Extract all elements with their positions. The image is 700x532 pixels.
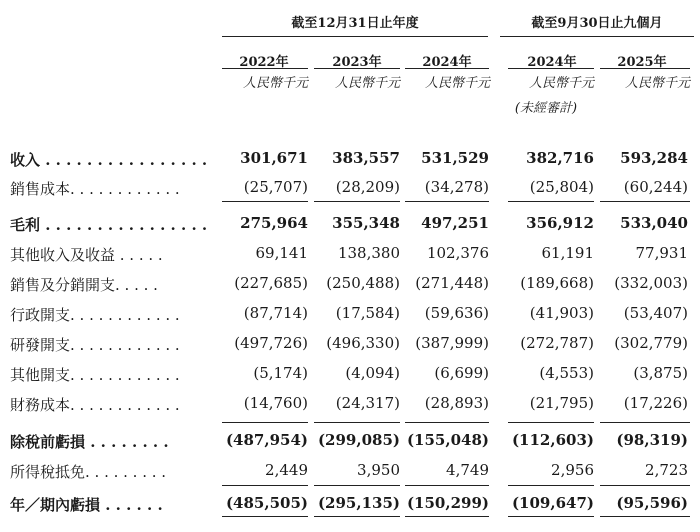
cell-9m-2024: (112,603)	[511, 431, 594, 449]
row-label: 除稅前虧損 . . . . . . . .	[10, 433, 169, 451]
unit-label-1: 人民幣千元	[242, 76, 308, 91]
total-rule-3	[405, 516, 489, 517]
cell-2023: (299,085)	[317, 431, 400, 449]
row-label: 其他收入及收益 . . . . .	[10, 246, 163, 264]
cell-9m-2025: 593,284	[620, 149, 688, 167]
cell-2022: (5,174)	[253, 364, 308, 382]
subtotal-rule-1	[222, 201, 308, 202]
subtotal-rule-pretax-1	[222, 422, 308, 423]
table-row-cost-of-sales	[0, 172, 700, 202]
cell-2024: (271,448)	[415, 274, 489, 292]
row-label: 年／期內虧損 . . . . . .	[10, 496, 163, 514]
table-row-other-expenses	[0, 358, 700, 388]
cell-9m-2024: (25,804)	[529, 178, 594, 196]
cell-2024: (59,636)	[424, 304, 489, 322]
cell-9m-2024: 2,956	[551, 461, 594, 479]
year-underline-4	[508, 68, 594, 69]
cell-2024: (6,699)	[434, 364, 489, 382]
table-row-finance-costs	[0, 388, 700, 418]
cell-2024: 102,376	[426, 244, 489, 262]
cell-2022: (485,505)	[225, 494, 308, 512]
cell-9m-2025: (53,407)	[623, 304, 688, 322]
cell-9m-2025: 2,723	[645, 461, 688, 479]
subtotal-rule-pretax-5	[600, 422, 690, 423]
table-row-selling-expenses	[0, 268, 700, 298]
cell-2024: 4,749	[446, 461, 489, 479]
cell-2024: (34,278)	[424, 178, 489, 196]
cell-9m-2024: (41,903)	[529, 304, 594, 322]
cell-2023: (28,209)	[335, 178, 400, 196]
group-underline-full-year	[222, 36, 488, 37]
subtotal-rule-pretax-2	[314, 422, 400, 423]
cell-2023: 138,380	[337, 244, 400, 262]
cell-2024: 497,251	[421, 214, 489, 232]
row-label: 銷售及分銷開支. . . . .	[10, 276, 158, 294]
cell-2022: 275,964	[240, 214, 308, 232]
group-header-nine-months: 截至9月30日止九個月	[531, 16, 663, 31]
unaudited-note: (未經審計)	[514, 101, 578, 116]
row-label: 研發開支. . . . . . . . . . . .	[10, 336, 180, 354]
table-row-income-tax-credit	[0, 455, 700, 485]
cell-2023: (496,330)	[326, 334, 400, 352]
unit-label-3: 人民幣千元	[424, 76, 490, 91]
year-underline-2	[314, 68, 400, 69]
subtotal-rule-net-5	[600, 485, 690, 486]
subtotal-rule-2	[314, 201, 400, 202]
year-header-4: 2024年	[527, 55, 577, 70]
subtotal-rule-3	[405, 201, 489, 202]
group-header-full-year: 截至12月31日止年度	[291, 16, 419, 31]
year-header-1: 2022年	[239, 55, 289, 70]
cell-9m-2025: (302,779)	[614, 334, 688, 352]
cell-9m-2025: (95,596)	[616, 494, 688, 512]
year-underline-3	[405, 68, 489, 69]
cell-2022: 301,671	[240, 149, 308, 167]
year-underline-1	[222, 68, 308, 69]
year-header-3: 2024年	[422, 55, 472, 70]
cell-2023: 3,950	[357, 461, 400, 479]
total-rule-4	[508, 516, 594, 517]
cell-2024: 531,529	[421, 149, 489, 167]
cell-9m-2024: 61,191	[541, 244, 594, 262]
subtotal-rule-net-3	[405, 485, 489, 486]
unit-label-2: 人民幣千元	[334, 76, 400, 91]
cell-9m-2025: 533,040	[620, 214, 688, 232]
cell-9m-2025: (60,244)	[623, 178, 688, 196]
subtotal-rule-net-1	[222, 485, 308, 486]
cell-9m-2024: (21,795)	[529, 394, 594, 412]
cell-9m-2024: (189,668)	[520, 274, 594, 292]
subtotal-rule-pretax-3	[405, 422, 489, 423]
cell-9m-2025: (98,319)	[616, 431, 688, 449]
subtotal-rule-net-2	[314, 485, 400, 486]
cell-2023: (4,094)	[345, 364, 400, 382]
row-label: 財務成本. . . . . . . . . . . .	[10, 396, 180, 414]
cell-2022: (25,707)	[243, 178, 308, 196]
cell-9m-2024: 382,716	[526, 149, 594, 167]
cell-2022: (14,760)	[243, 394, 308, 412]
unit-label-4: 人民幣千元	[528, 76, 594, 91]
group-underline-nine-months	[500, 36, 694, 37]
table-row-other-income	[0, 238, 700, 268]
row-label: 毛利 . . . . . . . . . . . . . . . .	[10, 216, 208, 234]
row-label: 銷售成本. . . . . . . . . . . .	[10, 180, 180, 198]
cell-2024: (155,048)	[406, 431, 489, 449]
cell-2024: (28,893)	[424, 394, 489, 412]
unit-label-5: 人民幣千元	[624, 76, 690, 91]
table-row-rnd-expenses	[0, 328, 700, 358]
year-underline-5	[600, 68, 690, 69]
cell-2022: (497,726)	[234, 334, 308, 352]
cell-2023: (295,135)	[317, 494, 400, 512]
cell-2022: 69,141	[255, 244, 308, 262]
row-label: 其他開支. . . . . . . . . . . .	[10, 366, 180, 384]
subtotal-rule-pretax-4	[508, 422, 594, 423]
cell-2023: 355,348	[332, 214, 400, 232]
cell-2022: 2,449	[265, 461, 308, 479]
cell-2023: 383,557	[332, 149, 400, 167]
cell-2024: (387,999)	[415, 334, 489, 352]
cell-2024: (150,299)	[406, 494, 489, 512]
table-row-loss-for-period	[0, 488, 700, 518]
total-rule-2	[314, 516, 400, 517]
table-row-loss-before-tax	[0, 425, 700, 455]
cell-9m-2025: (332,003)	[614, 274, 688, 292]
table-row-admin-expenses	[0, 298, 700, 328]
cell-2023: (17,584)	[335, 304, 400, 322]
total-rule-1	[222, 516, 308, 517]
cell-9m-2025: (3,875)	[633, 364, 688, 382]
year-header-2: 2023年	[332, 55, 382, 70]
cell-2023: (24,317)	[335, 394, 400, 412]
total-rule-5	[600, 516, 690, 517]
cell-9m-2024: (272,787)	[520, 334, 594, 352]
cell-9m-2024: (4,553)	[539, 364, 594, 382]
cell-9m-2025: (17,226)	[623, 394, 688, 412]
table-row-gross-profit	[0, 208, 700, 238]
row-label: 所得稅抵免. . . . . . . . .	[10, 463, 167, 481]
year-header-5: 2025年	[617, 55, 667, 70]
cell-9m-2024: (109,647)	[511, 494, 594, 512]
subtotal-rule-net-4	[508, 485, 594, 486]
row-label: 收入 . . . . . . . . . . . . . . . .	[10, 151, 208, 169]
cell-9m-2025: 77,931	[635, 244, 688, 262]
cell-2023: (250,488)	[326, 274, 400, 292]
cell-2022: (87,714)	[243, 304, 308, 322]
subtotal-rule-4	[508, 201, 594, 202]
table-row-revenue	[0, 143, 700, 173]
subtotal-rule-5	[600, 201, 690, 202]
cell-9m-2024: 356,912	[526, 214, 594, 232]
cell-2022: (487,954)	[225, 431, 308, 449]
row-label: 行政開支. . . . . . . . . . . .	[10, 306, 180, 324]
cell-2022: (227,685)	[234, 274, 308, 292]
